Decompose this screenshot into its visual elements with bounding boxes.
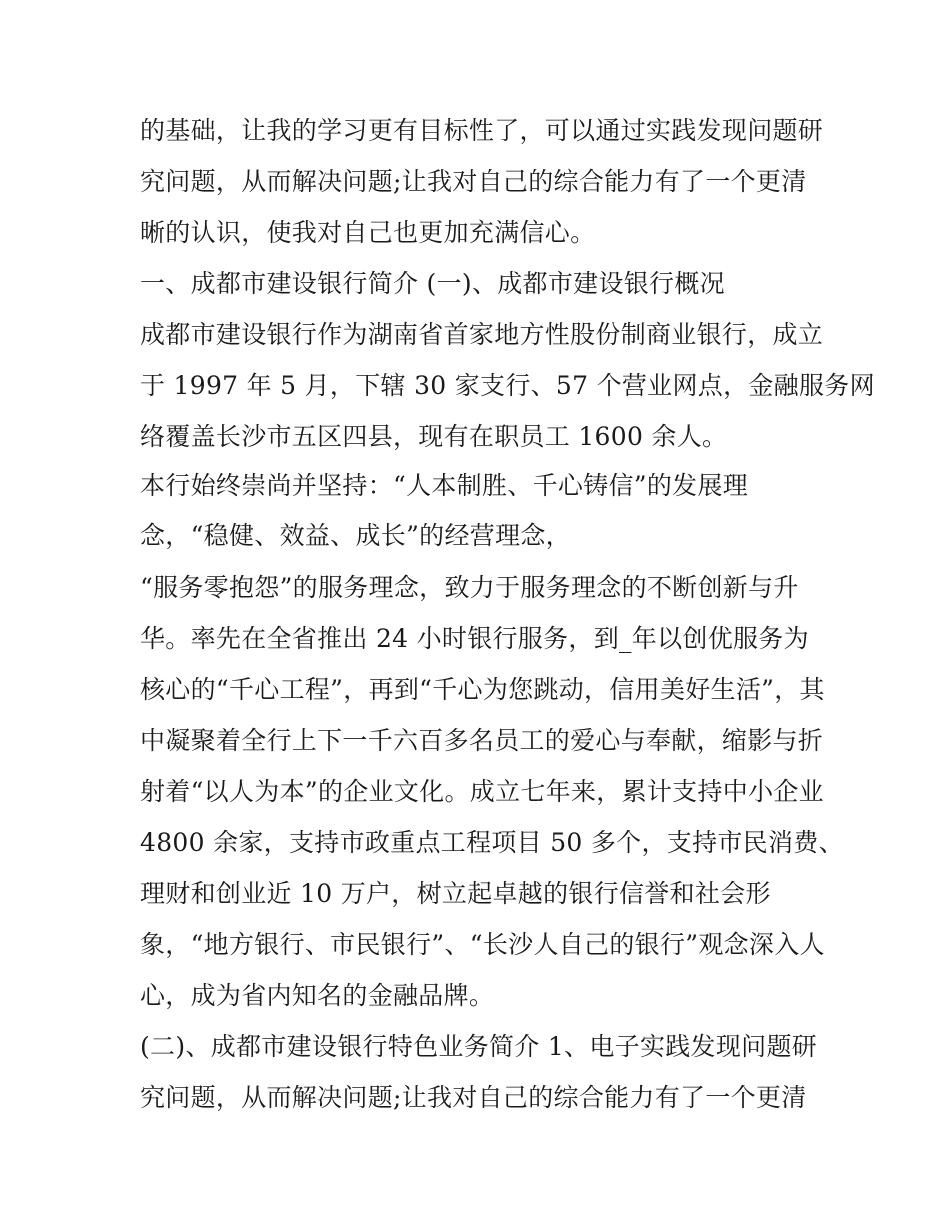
section-heading: (二)、成都市建设银行特色业务简介 1、电子实践发现问题研 <box>140 1032 818 1061</box>
text-line: 究问题，从而解决问题;让我对自己的综合能力有了一个更清 <box>140 167 807 196</box>
text-line: 中凝聚着全行上下一千六百多名员工的爱心与奉献，缩影与折 <box>140 726 824 755</box>
text-line: 本行始终崇尚并坚持：“人本制胜、千心铸信”的发展理 <box>140 471 749 500</box>
text-line: 络覆盖长沙市五区四县，现有在职员工 1600 余人。 <box>140 422 728 451</box>
text-line: 心，成为省内知名的金融品牌。 <box>140 981 495 1010</box>
text-line: 念，“稳健、效益、成长”的经营理念， <box>140 521 571 550</box>
text-line: 射着“以人为本”的企业文化。成立七年来，累计支持中小企业 <box>140 777 824 806</box>
text-line: 成都市建设银行作为湖南省首家地方性股份制商业银行，成立 <box>140 320 824 349</box>
text-line: 象，“地方银行、市民银行”、“长沙人自己的银行”观念深入人 <box>140 930 825 959</box>
text-line: 华。率先在全省推出 24 小时银行服务，到_年以创优服务为 <box>140 624 809 653</box>
text-line: 晰的认识，使我对自己也更加充满信心。 <box>140 218 596 247</box>
text-line: 核心的“千心工程”，再到“千心为您跳动，信用美好生活”，其 <box>140 675 825 704</box>
text-line: 4800 余家，支持市政重点工程项目 50 多个，支持市民消费、 <box>140 828 844 857</box>
text-line: “服务零抱怨”的服务理念，致力于服务理念的不断创新与升 <box>140 573 799 602</box>
text-line: 究问题，从而解决问题;让我对自己的综合能力有了一个更清 <box>140 1083 807 1112</box>
text-line: 理财和创业近 10 万户，树立起卓越的银行信誉和社会形 <box>140 879 771 908</box>
section-heading: 一、成都市建设银行简介 (一)、成都市建设银行概况 <box>140 269 725 298</box>
text-line: 于 1997 年 5 月，下辖 30 家支行、57 个营业网点，金融服务网 <box>140 371 875 400</box>
text-line: 的基础，让我的学习更有目标性了，可以通过实践发现问题研 <box>140 116 824 145</box>
